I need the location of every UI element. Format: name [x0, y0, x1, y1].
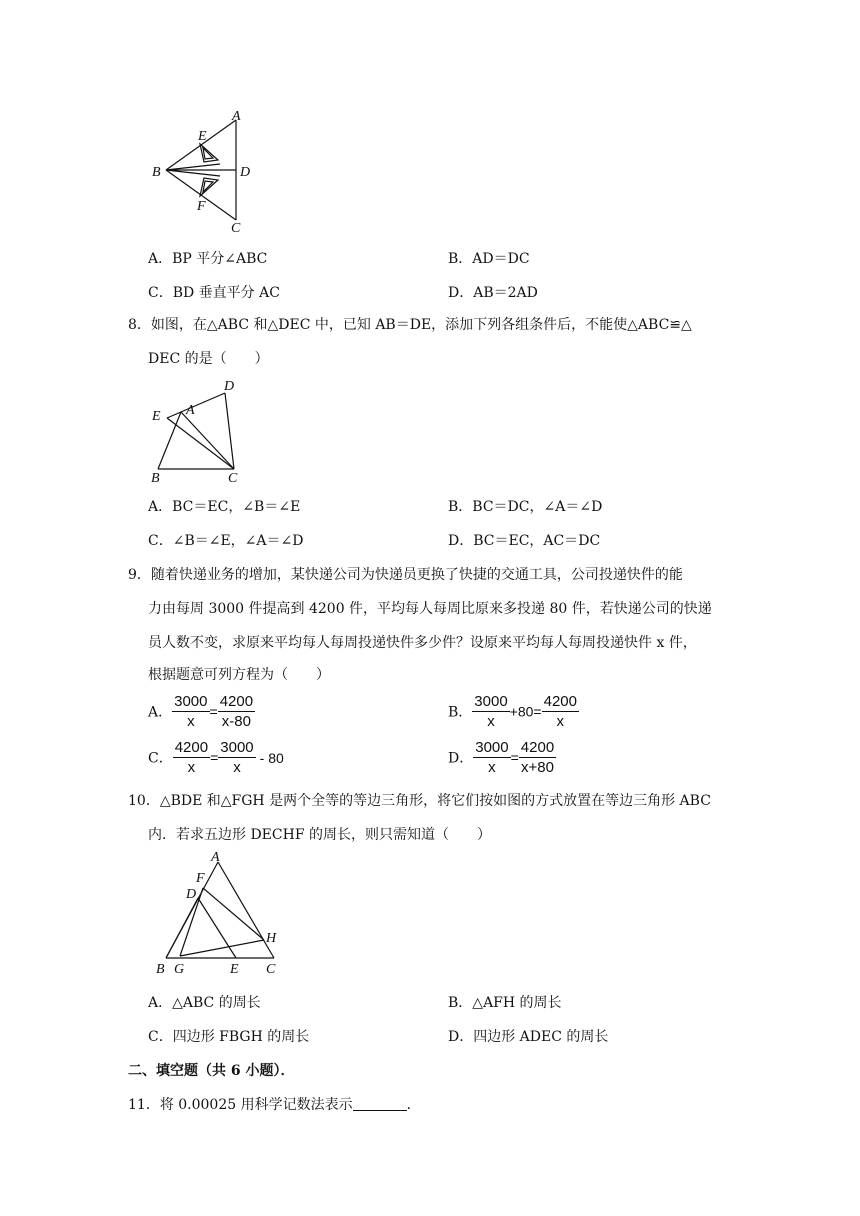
- q11-answer-blank[interactable]: [353, 1096, 407, 1111]
- q10-option-c: C．四边形 FBGH 的周长: [148, 1029, 310, 1045]
- q7-label-f: F: [197, 199, 206, 214]
- q9-option-d: D． $\frac{3000}{x}$ = $\frac{4200}{x+80}$: [448, 739, 555, 776]
- q9-option-b: B． $\frac{3000}{x}$ +80= $\frac{4200}{x}$: [448, 693, 577, 730]
- q10-stem-line2: 内．若求五边形 DECHF 的周长，则只需知道（ ）: [148, 827, 491, 843]
- q11-end: ．: [406, 1097, 421, 1113]
- q8-option-d: D．BC＝EC，AC＝DC: [448, 533, 601, 549]
- q8-figure: [148, 374, 258, 486]
- q10-label-b: B: [156, 962, 165, 977]
- q10-label-d: D: [186, 887, 197, 902]
- q7-option-a: A．BP 平分∠ABC: [148, 251, 268, 267]
- q8-stem-line1: 8．如图，在△ABC 和△DEC 中，已知 AB＝DE，添加下列各组条件后，不能使△ABC≌△: [128, 317, 692, 333]
- q8-stem-line2: DEC 的是（ ）: [148, 351, 269, 367]
- q10-label-a: A: [211, 850, 220, 865]
- q7-option-c: C．BD 垂直平分 AC: [148, 285, 280, 301]
- q7-label-b: B: [152, 165, 161, 180]
- q7-label-a: A: [232, 109, 241, 124]
- q7-label-d: D: [240, 165, 251, 180]
- q9-stem-line4: 根据题意可列方程为（ ）: [148, 667, 330, 683]
- q9-stem-line2: 力由每周 3000 件提高到 4200 件，平均每人每周比原来多投递 80 件，若快递公司的快递: [148, 601, 712, 617]
- q7-label-c: C: [231, 221, 241, 236]
- q7-label-e: E: [198, 129, 207, 144]
- q10-option-b: B．△AFH 的周长: [448, 995, 562, 1011]
- q10-stem-line1: 10．△BDE 和△FGH 是两个全等的等边三角形，将它们按如图的方式放置在等边三角形 ABC: [128, 793, 711, 809]
- q10-figure: [148, 848, 288, 978]
- q8-label-d: D: [224, 379, 235, 394]
- q9-stem-line1: 9．随着快递业务的增加，某快递公司为快递员更换了快捷的交通工具，公司投递快件的能: [128, 567, 683, 583]
- q8-label-e: E: [152, 409, 161, 424]
- q8-option-c: C．∠B＝∠E，∠A＝∠D: [148, 533, 304, 549]
- q10-label-e: E: [230, 962, 239, 977]
- q8-option-a: A．BC＝EC，∠B＝∠E: [148, 499, 301, 515]
- q8-option-b: B．BC＝DC，∠A＝∠D: [448, 499, 603, 515]
- q10-label-h: H: [266, 931, 277, 946]
- q8-label-a: A: [186, 403, 195, 418]
- q10-label-g: G: [174, 962, 185, 977]
- section-heading: 二、填空题（共 6 小题）．: [128, 1063, 295, 1079]
- q10-label-c: C: [266, 962, 276, 977]
- q8-label-c: C: [228, 471, 238, 486]
- q10-option-a: A．△ABC 的周长: [148, 995, 261, 1011]
- q9-option-c: C． $\frac{4200}{x}$ = $\frac{3000}{x}$ - 80: [148, 739, 284, 776]
- q10-label-f: F: [196, 871, 205, 886]
- q10-option-d: D．四边形 ADEC 的周长: [448, 1029, 609, 1045]
- q7-option-d: D．AB＝2AD: [448, 285, 538, 301]
- q9-stem-line3: 员人数不变，求原来平均每人每周投递快件多少件？设原来平均每人每周投递快件 x 件，: [148, 635, 697, 651]
- q11-text: 11．将 0.00025 用科学记数法表示: [128, 1097, 353, 1113]
- q11-question: [128, 1094, 421, 1114]
- q8-label-b: B: [151, 471, 160, 486]
- q7-figure: [148, 108, 258, 236]
- q9-option-a: A． $\frac{3000}{x}$ = $\frac{4200}{x-80}$: [148, 693, 254, 730]
- q7-option-b: B．AD＝DC: [448, 251, 530, 267]
